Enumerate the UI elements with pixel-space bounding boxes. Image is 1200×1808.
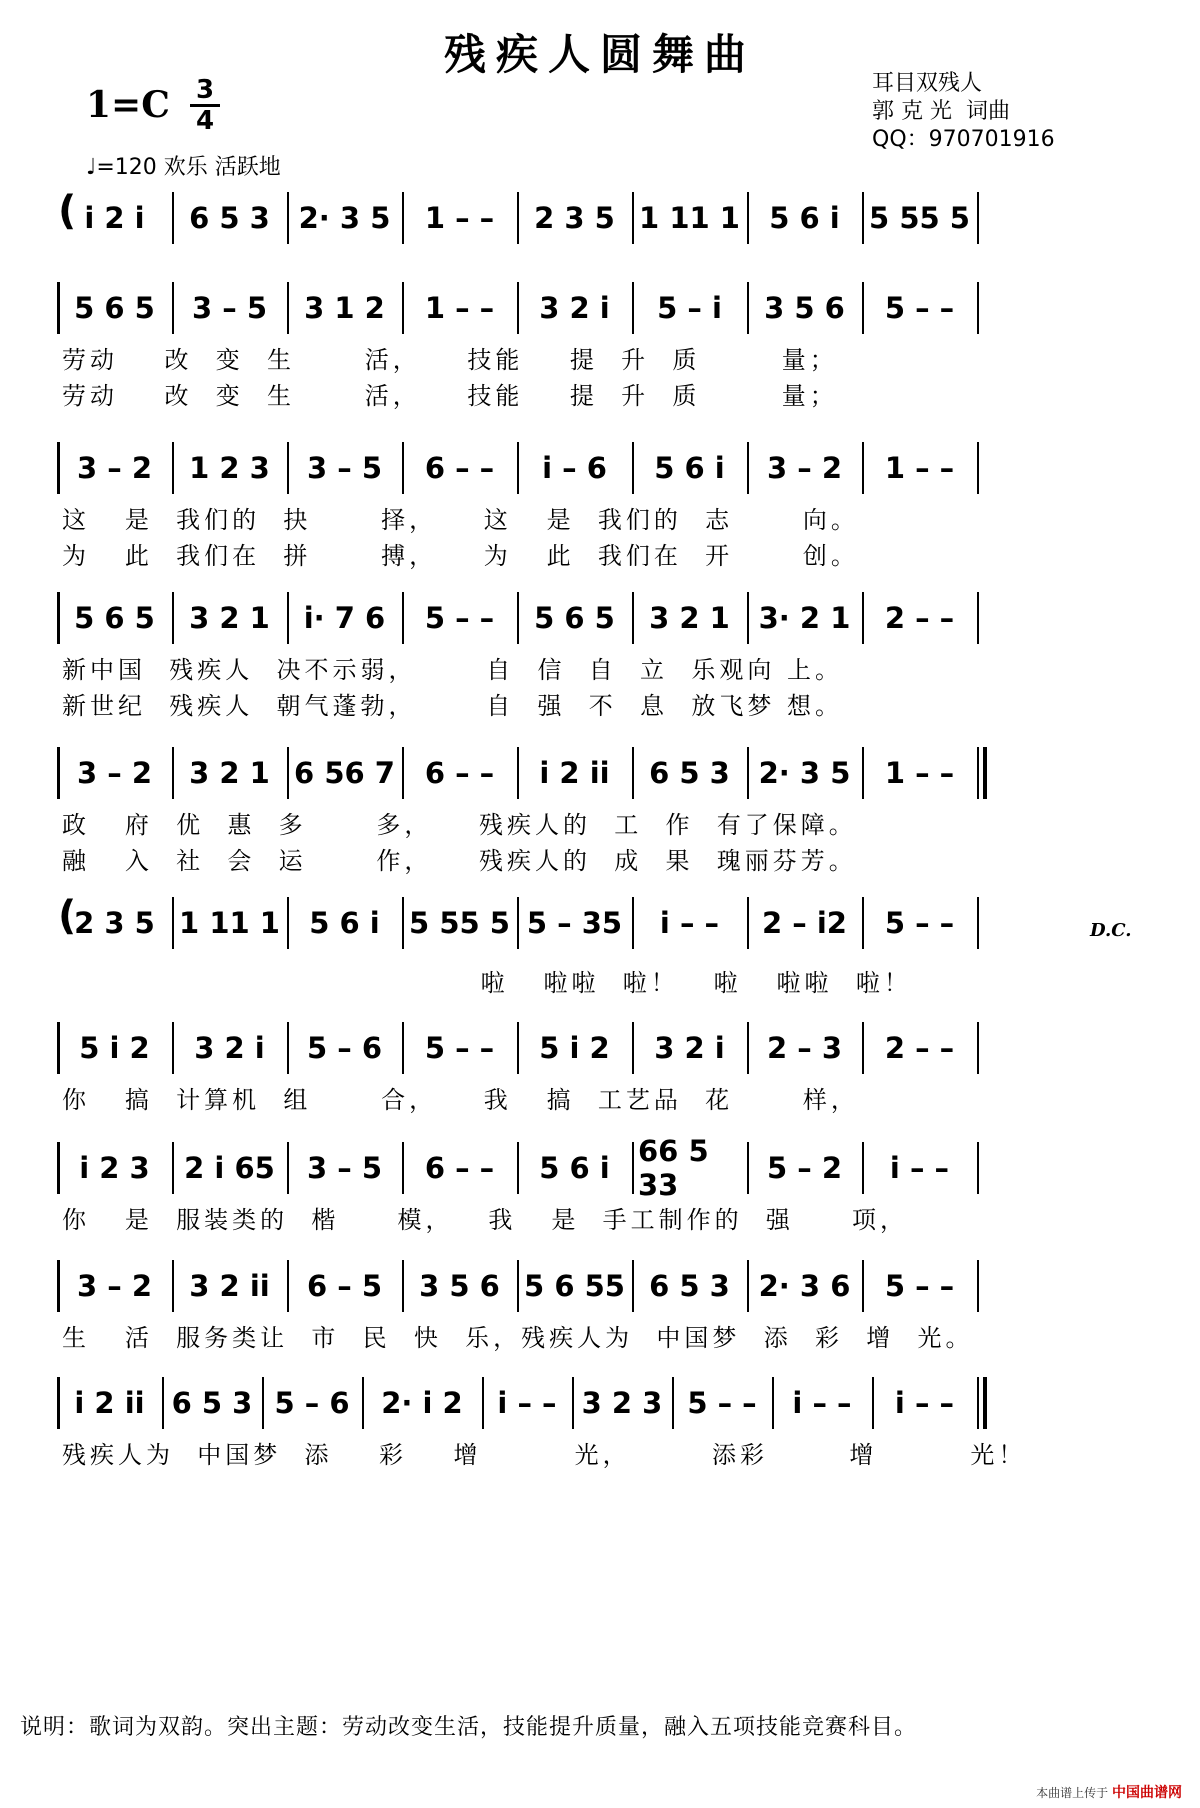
da-capo-mark: D.C. (1090, 920, 1132, 941)
barline (632, 192, 634, 244)
barline (287, 192, 289, 244)
barline (517, 592, 519, 644)
barline (57, 1142, 60, 1194)
measure: 1 – – (884, 756, 955, 790)
measure: 3 2 ii (189, 1269, 270, 1303)
measure: 3 2 i (539, 291, 610, 325)
barline (862, 1022, 864, 1074)
measure: 2 3 5 (534, 201, 615, 235)
barline (872, 1377, 874, 1429)
time-signature (190, 76, 220, 135)
credit-contact: QQ：970701916 (872, 127, 1055, 152)
barline (402, 1142, 404, 1194)
barline (747, 442, 749, 494)
measure: 5 6 5 (74, 601, 155, 635)
barline (977, 1142, 979, 1194)
barline (977, 442, 979, 494)
measure: 5 – 35 (526, 906, 623, 940)
measure: 3 2 1 (189, 756, 270, 790)
barline (862, 282, 864, 334)
measure: 6 – – (424, 756, 495, 790)
barline (172, 192, 174, 244)
barline (402, 282, 404, 334)
measure: i 2 ii (539, 756, 610, 790)
barline (287, 592, 289, 644)
measure: 3 2 1 (189, 601, 270, 635)
barline (402, 1260, 404, 1312)
measure: i 2 i (84, 201, 145, 235)
barline (977, 192, 979, 244)
measure: 2 – i2 (762, 906, 847, 940)
barline (632, 282, 634, 334)
barline (162, 1377, 164, 1429)
measure: 3· 2 1 (758, 601, 851, 635)
barline (747, 897, 749, 949)
measure: 2· 3 5 (758, 756, 851, 790)
barline (517, 1022, 519, 1074)
lyric-line: 你 是 服装类的 楷 模， 我 是 手工制作的 强 项， (62, 1206, 908, 1234)
measure: 3 – 2 (76, 1269, 153, 1303)
measure: 1 11 1 (639, 201, 740, 235)
barline (862, 1260, 864, 1312)
measure: 5 – – (884, 906, 955, 940)
measure: 6 5 3 (649, 756, 730, 790)
barline (747, 1260, 749, 1312)
barline (287, 442, 289, 494)
final-barline (983, 747, 987, 799)
barline (862, 192, 864, 244)
measure: 2 – – (884, 1031, 955, 1065)
measure: 1 – – (424, 291, 495, 325)
barline (172, 442, 174, 494)
lyric-line: 政 府 优 惠 多 多， 残疾人的 工 作 有了保障。 (62, 811, 857, 839)
barline (287, 897, 289, 949)
measure: 1 – – (884, 451, 955, 485)
barline (747, 282, 749, 334)
barline (517, 282, 519, 334)
barline (172, 1022, 174, 1074)
measure: 3 2 i (194, 1031, 265, 1065)
measure: 5 6 5 (74, 291, 155, 325)
barline (57, 747, 60, 799)
measure: 3 – 2 (766, 451, 843, 485)
barline (977, 592, 979, 644)
measure: 5 – – (424, 1031, 495, 1065)
measure: 5 – 6 (274, 1386, 350, 1420)
measure: 3 – 2 (76, 451, 153, 485)
barline (57, 1022, 60, 1074)
measure: 5 – i (657, 291, 722, 325)
barline (517, 1142, 519, 1194)
barline (772, 1377, 774, 1429)
measure: 3 5 6 (764, 291, 845, 325)
measure: i 2 3 (79, 1151, 150, 1185)
measure: 3 2 3 (581, 1386, 663, 1420)
measure: 2 – 3 (766, 1031, 843, 1065)
measure: 2· 3 5 (298, 201, 391, 235)
measure: i – – (659, 906, 720, 940)
barline (977, 747, 979, 799)
measure: 5 – – (687, 1386, 757, 1420)
barline (402, 747, 404, 799)
barline (632, 592, 634, 644)
footer-prefix: 本曲谱上传于 (1036, 1786, 1109, 1800)
barline (977, 1022, 979, 1074)
barline (287, 1022, 289, 1074)
final-barline (983, 1377, 987, 1429)
barline (262, 1377, 264, 1429)
barline (517, 442, 519, 494)
barline (517, 192, 519, 244)
measure: i· 7 6 (303, 601, 386, 635)
measure: 2 i 65 (184, 1151, 275, 1185)
measure: 3 – 5 (306, 1151, 383, 1185)
measure: 2· i 2 (381, 1386, 463, 1420)
barline (747, 592, 749, 644)
measure: 5 – – (424, 601, 495, 635)
barline (402, 442, 404, 494)
barline (632, 1142, 634, 1194)
barline (172, 897, 174, 949)
barline (862, 1142, 864, 1194)
barline (517, 1260, 519, 1312)
footer-watermark (1036, 1782, 1182, 1802)
measure: 6 – – (424, 1151, 495, 1185)
lyric-line: 你 搞 计算机 组 合， 我 搞 工艺品 花 样， (62, 1086, 859, 1114)
lyric-line: 融 入 社 会 运 作， 残疾人的 成 果 瑰丽芬芳。 (62, 847, 857, 875)
measure: 1 2 3 (189, 451, 270, 485)
repeat-paren-open: ( (58, 188, 77, 234)
barline (977, 1377, 979, 1429)
measure: 6 5 3 (189, 201, 270, 235)
barline (57, 442, 60, 494)
barline (862, 592, 864, 644)
barline (482, 1377, 484, 1429)
barline (862, 442, 864, 494)
measure: 3 – 5 (306, 451, 383, 485)
barline (362, 1377, 364, 1429)
lyric-line: 为 此 我们在 拼 搏， 为 此 我们在 开 创。 (62, 542, 859, 570)
barline (287, 747, 289, 799)
barline (747, 1142, 749, 1194)
barline (572, 1377, 574, 1429)
measure: 3 – 5 (191, 291, 268, 325)
measure: 3 – 2 (76, 756, 153, 790)
barline (632, 1260, 634, 1312)
barline (632, 1022, 634, 1074)
measure: 6 56 7 (294, 756, 395, 790)
barline (287, 1260, 289, 1312)
barline (977, 1260, 979, 1312)
measure: 5 – – (884, 291, 955, 325)
measure: 66 5 33 (638, 1134, 709, 1202)
barline (287, 282, 289, 334)
barline (977, 897, 979, 949)
tempo-marking: ♩=120 欢乐 活跃地 (86, 155, 281, 180)
measure: 1 11 1 (179, 906, 280, 940)
measure: 5 55 5 (869, 201, 970, 235)
barline (172, 1142, 174, 1194)
measure: 6 – 5 (306, 1269, 383, 1303)
barline (402, 1022, 404, 1074)
measure: 6 5 3 (171, 1386, 253, 1420)
barline (632, 442, 634, 494)
measure: 2 – – (884, 601, 955, 635)
lyric-line: 生 活 服务类让 市 民 快 乐，残疾人为 中国梦 添 彩 增 光。 (62, 1324, 974, 1352)
barline (747, 747, 749, 799)
measure: 5 i 2 (539, 1031, 610, 1065)
barline (57, 1260, 60, 1312)
measure: i – 6 (542, 451, 607, 485)
measure: 5 6 55 (524, 1269, 625, 1303)
measure: 3 2 1 (649, 601, 730, 635)
measure: 3 2 i (654, 1031, 725, 1065)
measure: i – – (792, 1386, 852, 1420)
measure: i – – (894, 1386, 955, 1420)
barline (402, 192, 404, 244)
barline (402, 897, 404, 949)
measure: 2 3 5 (74, 906, 155, 940)
meter-bottom: 4 (195, 106, 215, 136)
barline (172, 1260, 174, 1312)
barline (862, 747, 864, 799)
lyric-line: 新世纪 残疾人 朝气蓬勃， 自 强 不 息 放飞梦 想。 (62, 692, 843, 720)
repeat-paren-open: ( (58, 893, 77, 939)
lyric-line: 残疾人为 中国梦 添 彩 增 光， 添彩 增 光！ (62, 1441, 1027, 1469)
measure: i – – (497, 1386, 557, 1420)
measure: 5 6 i (539, 1151, 610, 1185)
measure: 6 – – (424, 451, 495, 485)
barline (517, 897, 519, 949)
measure: 3 1 2 (304, 291, 385, 325)
measure: 5 6 5 (534, 601, 615, 635)
barline (287, 1142, 289, 1194)
barline (57, 592, 60, 644)
barline (672, 1377, 674, 1429)
credit-composer: 郭 克 光 词曲 (872, 99, 1010, 124)
measure: 5 6 i (654, 451, 725, 485)
explanation-note: 说明：歌词为双韵。突出主题：劳动改变生活，技能提升质量，融入五项技能竞赛科目。 (20, 1715, 918, 1740)
measure: 2· 3 6 (758, 1269, 851, 1303)
lyric-line: 劳动 改 变 生 活， 技能 提 升 质 量； (62, 346, 838, 374)
measure: 5 – 2 (766, 1151, 843, 1185)
barline (172, 592, 174, 644)
barline (747, 192, 749, 244)
barline (172, 282, 174, 334)
measure: 3 5 6 (419, 1269, 500, 1303)
measure: 1 – – (424, 201, 495, 235)
lyric-line: 啦 啦啦 啦！ 啦 啦啦 啦！ (62, 969, 912, 997)
barline (632, 897, 634, 949)
meter-top: 3 (195, 75, 215, 105)
song-title: 残疾人圆舞曲 (443, 30, 756, 79)
measure: 5 – 6 (306, 1031, 383, 1065)
barline (57, 1377, 60, 1429)
measure: 5 6 i (309, 906, 380, 940)
measure: i – – (889, 1151, 950, 1185)
measure: 5 i 2 (79, 1031, 150, 1065)
measure: i 2 ii (74, 1386, 145, 1420)
lyric-line: 劳动 改 变 生 活， 技能 提 升 质 量； (62, 382, 838, 410)
lyric-line: 新中国 残疾人 决不示弱， 自 信 自 立 乐观向 上。 (62, 656, 843, 684)
measure: 6 5 3 (649, 1269, 730, 1303)
key-signature: 1=C (86, 84, 170, 126)
barline (57, 282, 60, 334)
barline (172, 747, 174, 799)
barline (517, 747, 519, 799)
barline (632, 747, 634, 799)
measure: 5 6 i (769, 201, 840, 235)
site-logo: 中国曲谱网 (1112, 1785, 1182, 1801)
barline (402, 592, 404, 644)
lyric-line: 这 是 我们的 抉 择， 这 是 我们的 志 向。 (62, 506, 859, 534)
credit-author: 耳目双残人 (872, 71, 983, 96)
measure: 5 – – (884, 1269, 955, 1303)
measure: 5 55 5 (409, 906, 510, 940)
barline (862, 897, 864, 949)
barline (977, 282, 979, 334)
barline (747, 1022, 749, 1074)
credits (872, 70, 1055, 154)
